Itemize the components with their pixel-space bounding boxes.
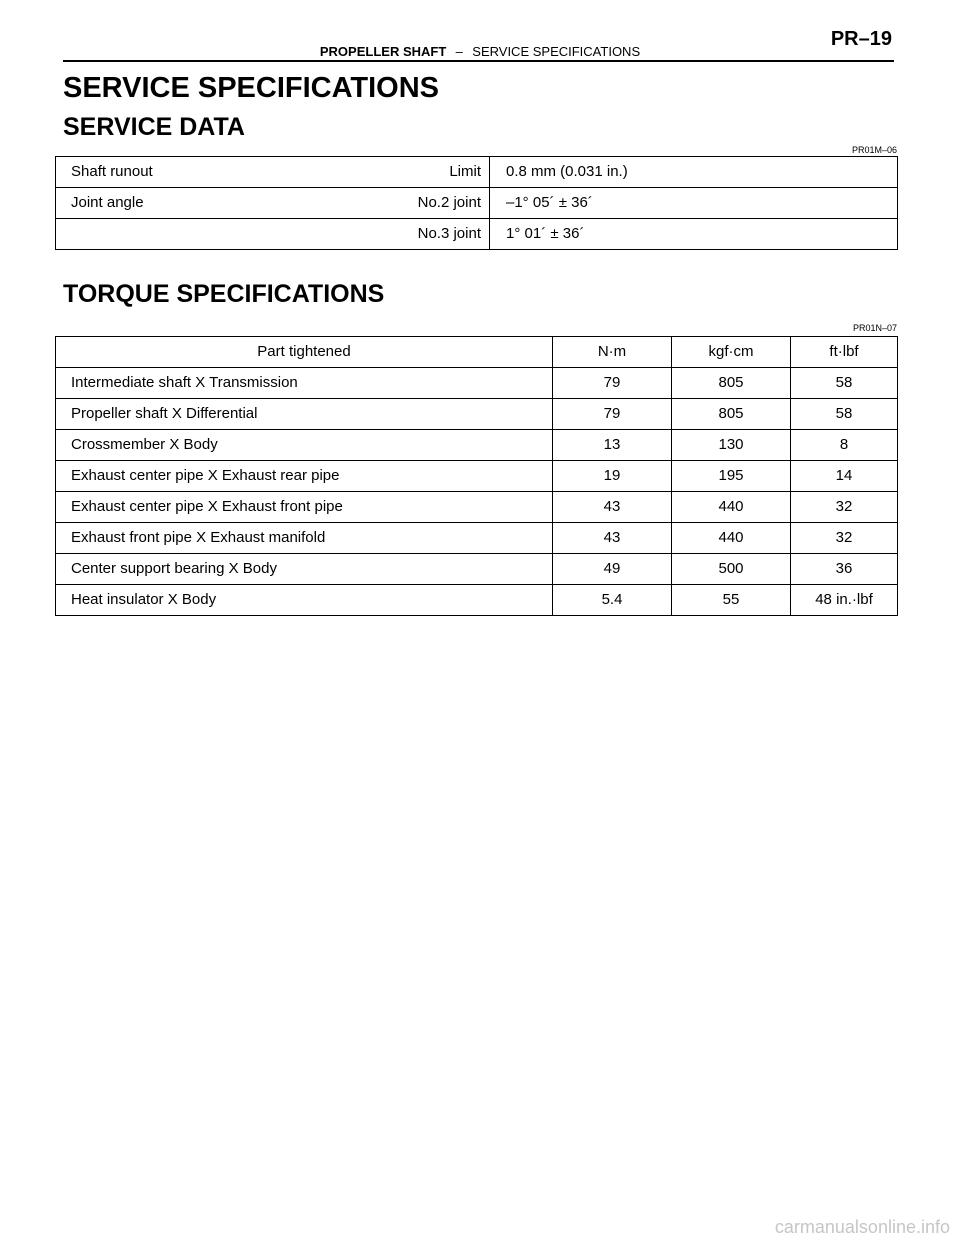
table-row [56,157,898,188]
ftlbf-cell: 32 [791,523,898,554]
table-row [56,368,898,399]
column-header-part: Part tightened [56,337,553,368]
service-item-cell: Shaft runout [56,157,242,188]
torque-specs-ref-code: PR01N–07 [852,323,897,333]
kgfcm-cell: 440 [672,492,791,523]
service-sub-cell: No.3 joint [241,219,490,250]
header-divider [63,60,894,62]
nm-cell: 43 [553,523,672,554]
part-cell: Propeller shaft X Differential [56,399,553,430]
nm-cell: 5.4 [553,585,672,616]
column-header-nm: N·m [553,337,672,368]
part-cell: Exhaust center pipe X Exhaust rear pipe [56,461,553,492]
header-section-name: PROPELLER SHAFT [319,44,447,59]
ftlbf-cell: 14 [791,461,898,492]
part-cell: Crossmember X Body [56,430,553,461]
page-title: SERVICE SPECIFICATIONS [63,72,439,104]
service-item-cell [56,219,242,250]
table-row [56,585,898,616]
service-sub-cell: No.2 joint [241,188,490,219]
service-item-cell: Joint angle [56,188,242,219]
ftlbf-cell: 8 [791,430,898,461]
service-value-cell: –1° 05´ ± 36´ [490,188,898,219]
table-row [56,219,898,250]
table-row [56,399,898,430]
table-row [56,492,898,523]
nm-cell: 43 [553,492,672,523]
service-data-ref-code: PR01M–06 [851,145,897,155]
kgfcm-cell: 805 [672,368,791,399]
part-cell: Exhaust front pipe X Exhaust manifold [56,523,553,554]
table-row [56,554,898,585]
table-row [56,430,898,461]
kgfcm-cell: 500 [672,554,791,585]
header-subsection-name: SERVICE SPECIFICATIONS [472,44,641,59]
ftlbf-cell: 36 [791,554,898,585]
table-header-row [56,337,898,368]
part-cell: Center support bearing X Body [56,554,553,585]
nm-cell: 13 [553,430,672,461]
part-cell: Heat insulator X Body [56,585,553,616]
service-value-cell: 0.8 mm (0.031 in.) [490,157,898,188]
column-header-ftlbf: ft·lbf [791,337,898,368]
service-value-cell: 1° 01´ ± 36´ [490,219,898,250]
running-header [0,44,960,60]
nm-cell: 79 [553,368,672,399]
nm-cell: 49 [553,554,672,585]
service-sub-cell: Limit [241,157,490,188]
nm-cell: 79 [553,399,672,430]
watermark-text: carmanualsonline.info [774,1217,950,1237]
service-data-heading: SERVICE DATA [63,113,245,141]
part-cell: Intermediate shaft X Transmission [56,368,553,399]
table-row [56,188,898,219]
kgfcm-cell: 55 [672,585,791,616]
table-row [56,461,898,492]
ftlbf-cell: 58 [791,368,898,399]
ftlbf-cell: 32 [791,492,898,523]
kgfcm-cell: 440 [672,523,791,554]
column-header-kgfcm: kgf·cm [672,337,791,368]
part-cell: Exhaust center pipe X Exhaust front pipe [56,492,553,523]
service-data-table [55,156,898,250]
torque-specs-table [55,336,898,616]
torque-specs-heading: TORQUE SPECIFICATIONS [63,280,385,308]
kgfcm-cell: 195 [672,461,791,492]
table-row [56,523,898,554]
nm-cell: 19 [553,461,672,492]
ftlbf-cell: 58 [791,399,898,430]
kgfcm-cell: 130 [672,430,791,461]
page-number: PR–19 [830,28,892,50]
ftlbf-cell: 48 in.·lbf [791,585,898,616]
kgfcm-cell: 805 [672,399,791,430]
header-dash: – [455,44,463,59]
